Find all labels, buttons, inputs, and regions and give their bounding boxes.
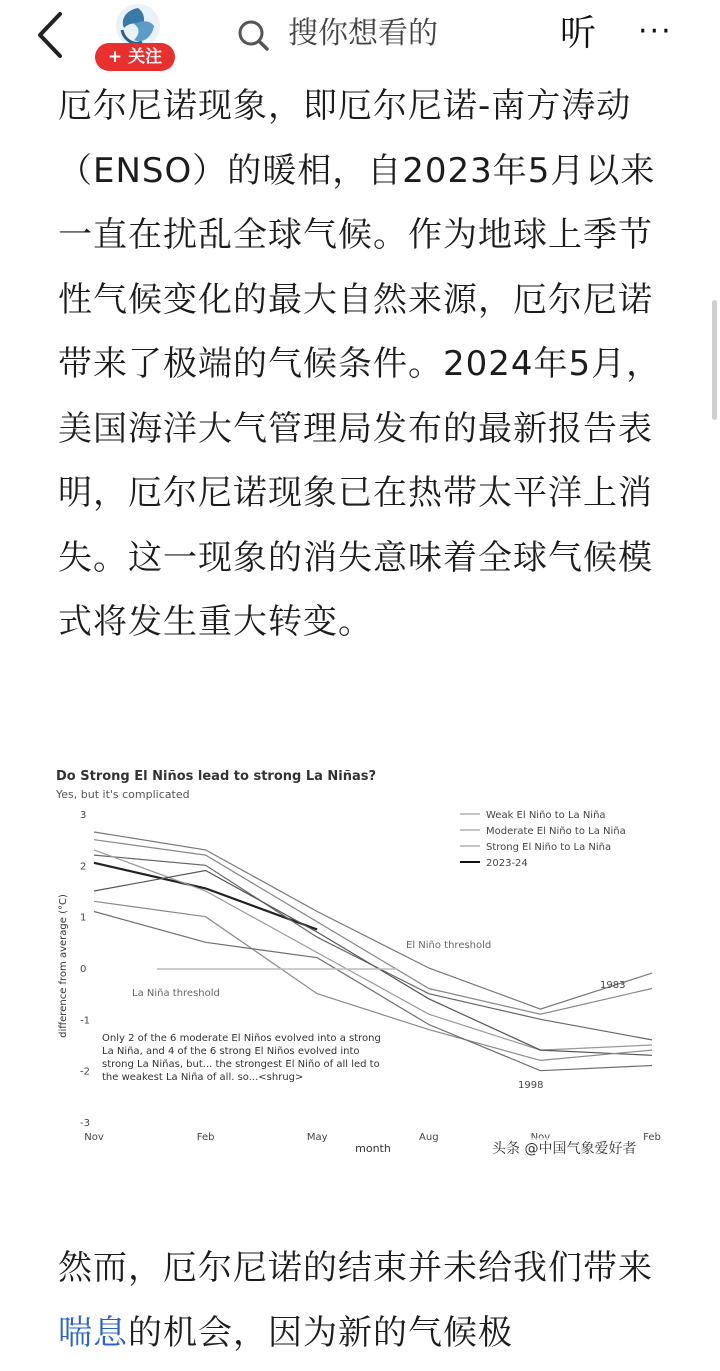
- image-source-caption: 头条 @中国气象爱好者: [492, 1138, 636, 1158]
- back-arrow-icon[interactable]: [30, 8, 74, 62]
- listen-button[interactable]: 听: [560, 13, 597, 54]
- paragraph-text: 的机会，因为新的气候极: [128, 1312, 513, 1353]
- y-tick-label: -1: [80, 1015, 90, 1027]
- chart-legend: [460, 810, 626, 869]
- follow-button[interactable]: + 关注: [95, 43, 175, 71]
- x-tick-label: May: [306, 1132, 328, 1143]
- chart-note: Only 2 of the 6 moderate El Niños evolved into a strong La Niña, and 4 of the 6 strong El Niños evolved into strong La Niñas, but... the strongest El Niño of all led to the weakest La Niña of all. so...<shrug>: [102, 1033, 381, 1083]
- series-line: [94, 832, 652, 1009]
- legend-entry: Strong El Niño to La Niña: [486, 842, 612, 853]
- keyword-link[interactable]: 喘息: [58, 1312, 128, 1353]
- article-image[interactable]: [52, 756, 672, 1168]
- legend-entry: Moderate El Niño to La Niña: [486, 826, 626, 837]
- top-bar: [0, 0, 720, 78]
- x-tick-label: Aug: [419, 1132, 439, 1143]
- y-tick-label: 1: [80, 912, 87, 924]
- y-axis-label: difference from average (°C): [58, 894, 69, 1038]
- legend-entry: 2023-24: [486, 858, 528, 869]
- enso-chart: [52, 756, 672, 1168]
- y-tick-label: -3: [80, 1118, 90, 1129]
- el-nino-threshold-label: El Niño threshold: [406, 940, 492, 951]
- label-1983: 1983: [600, 980, 626, 991]
- chart-title: Do Strong El Niños lead to strong La Niñas?: [56, 769, 377, 784]
- series-line: [94, 863, 317, 930]
- x-axis-label: month: [355, 1142, 391, 1155]
- search-bar[interactable]: [236, 14, 536, 54]
- scrollbar[interactable]: [712, 300, 717, 420]
- more-options-button[interactable]: ···: [638, 14, 673, 49]
- series-line: [94, 850, 652, 1050]
- paragraph-text: 然而，厄尔尼诺的结束并未给我们带来: [58, 1248, 653, 1288]
- y-tick-label: 3: [80, 810, 87, 821]
- x-tick-label: Nov: [84, 1132, 104, 1143]
- label-1998: 1998: [518, 1080, 544, 1091]
- x-tick-label: Feb: [643, 1132, 661, 1143]
- search-icon: [236, 18, 270, 52]
- y-tick-label: 2: [80, 861, 87, 873]
- chart-subtitle: Yes, but it's complicated: [56, 788, 190, 801]
- article-paragraph: 厄尔尼诺现象，即厄尔尼诺-南方涛动（ENSO）的暖相，自2023年5月以来一直在扰乱全球气候。作为地球上季节性气候变化的最大自然来源，厄尔尼诺带来了极端的气候条件。2024年5月，美国海洋大气管理局发布的最新报告表明，厄尔尼诺现象已在热带太平洋上消失。这一现象的消失意味着全球气候模式将发生重大转变。: [58, 86, 662, 642]
- y-tick-label: -2: [80, 1066, 90, 1078]
- la-nina-threshold-label: La Niña threshold: [132, 988, 220, 999]
- series-line: [94, 871, 652, 1056]
- article-paragraph-2: [58, 1236, 670, 1371]
- legend-entry: Weak El Niño to La Niña: [486, 810, 606, 821]
- search-placeholder: 搜你想看的: [288, 16, 438, 51]
- x-tick-label: Feb: [196, 1132, 215, 1143]
- y-tick-label: 0: [80, 964, 87, 975]
